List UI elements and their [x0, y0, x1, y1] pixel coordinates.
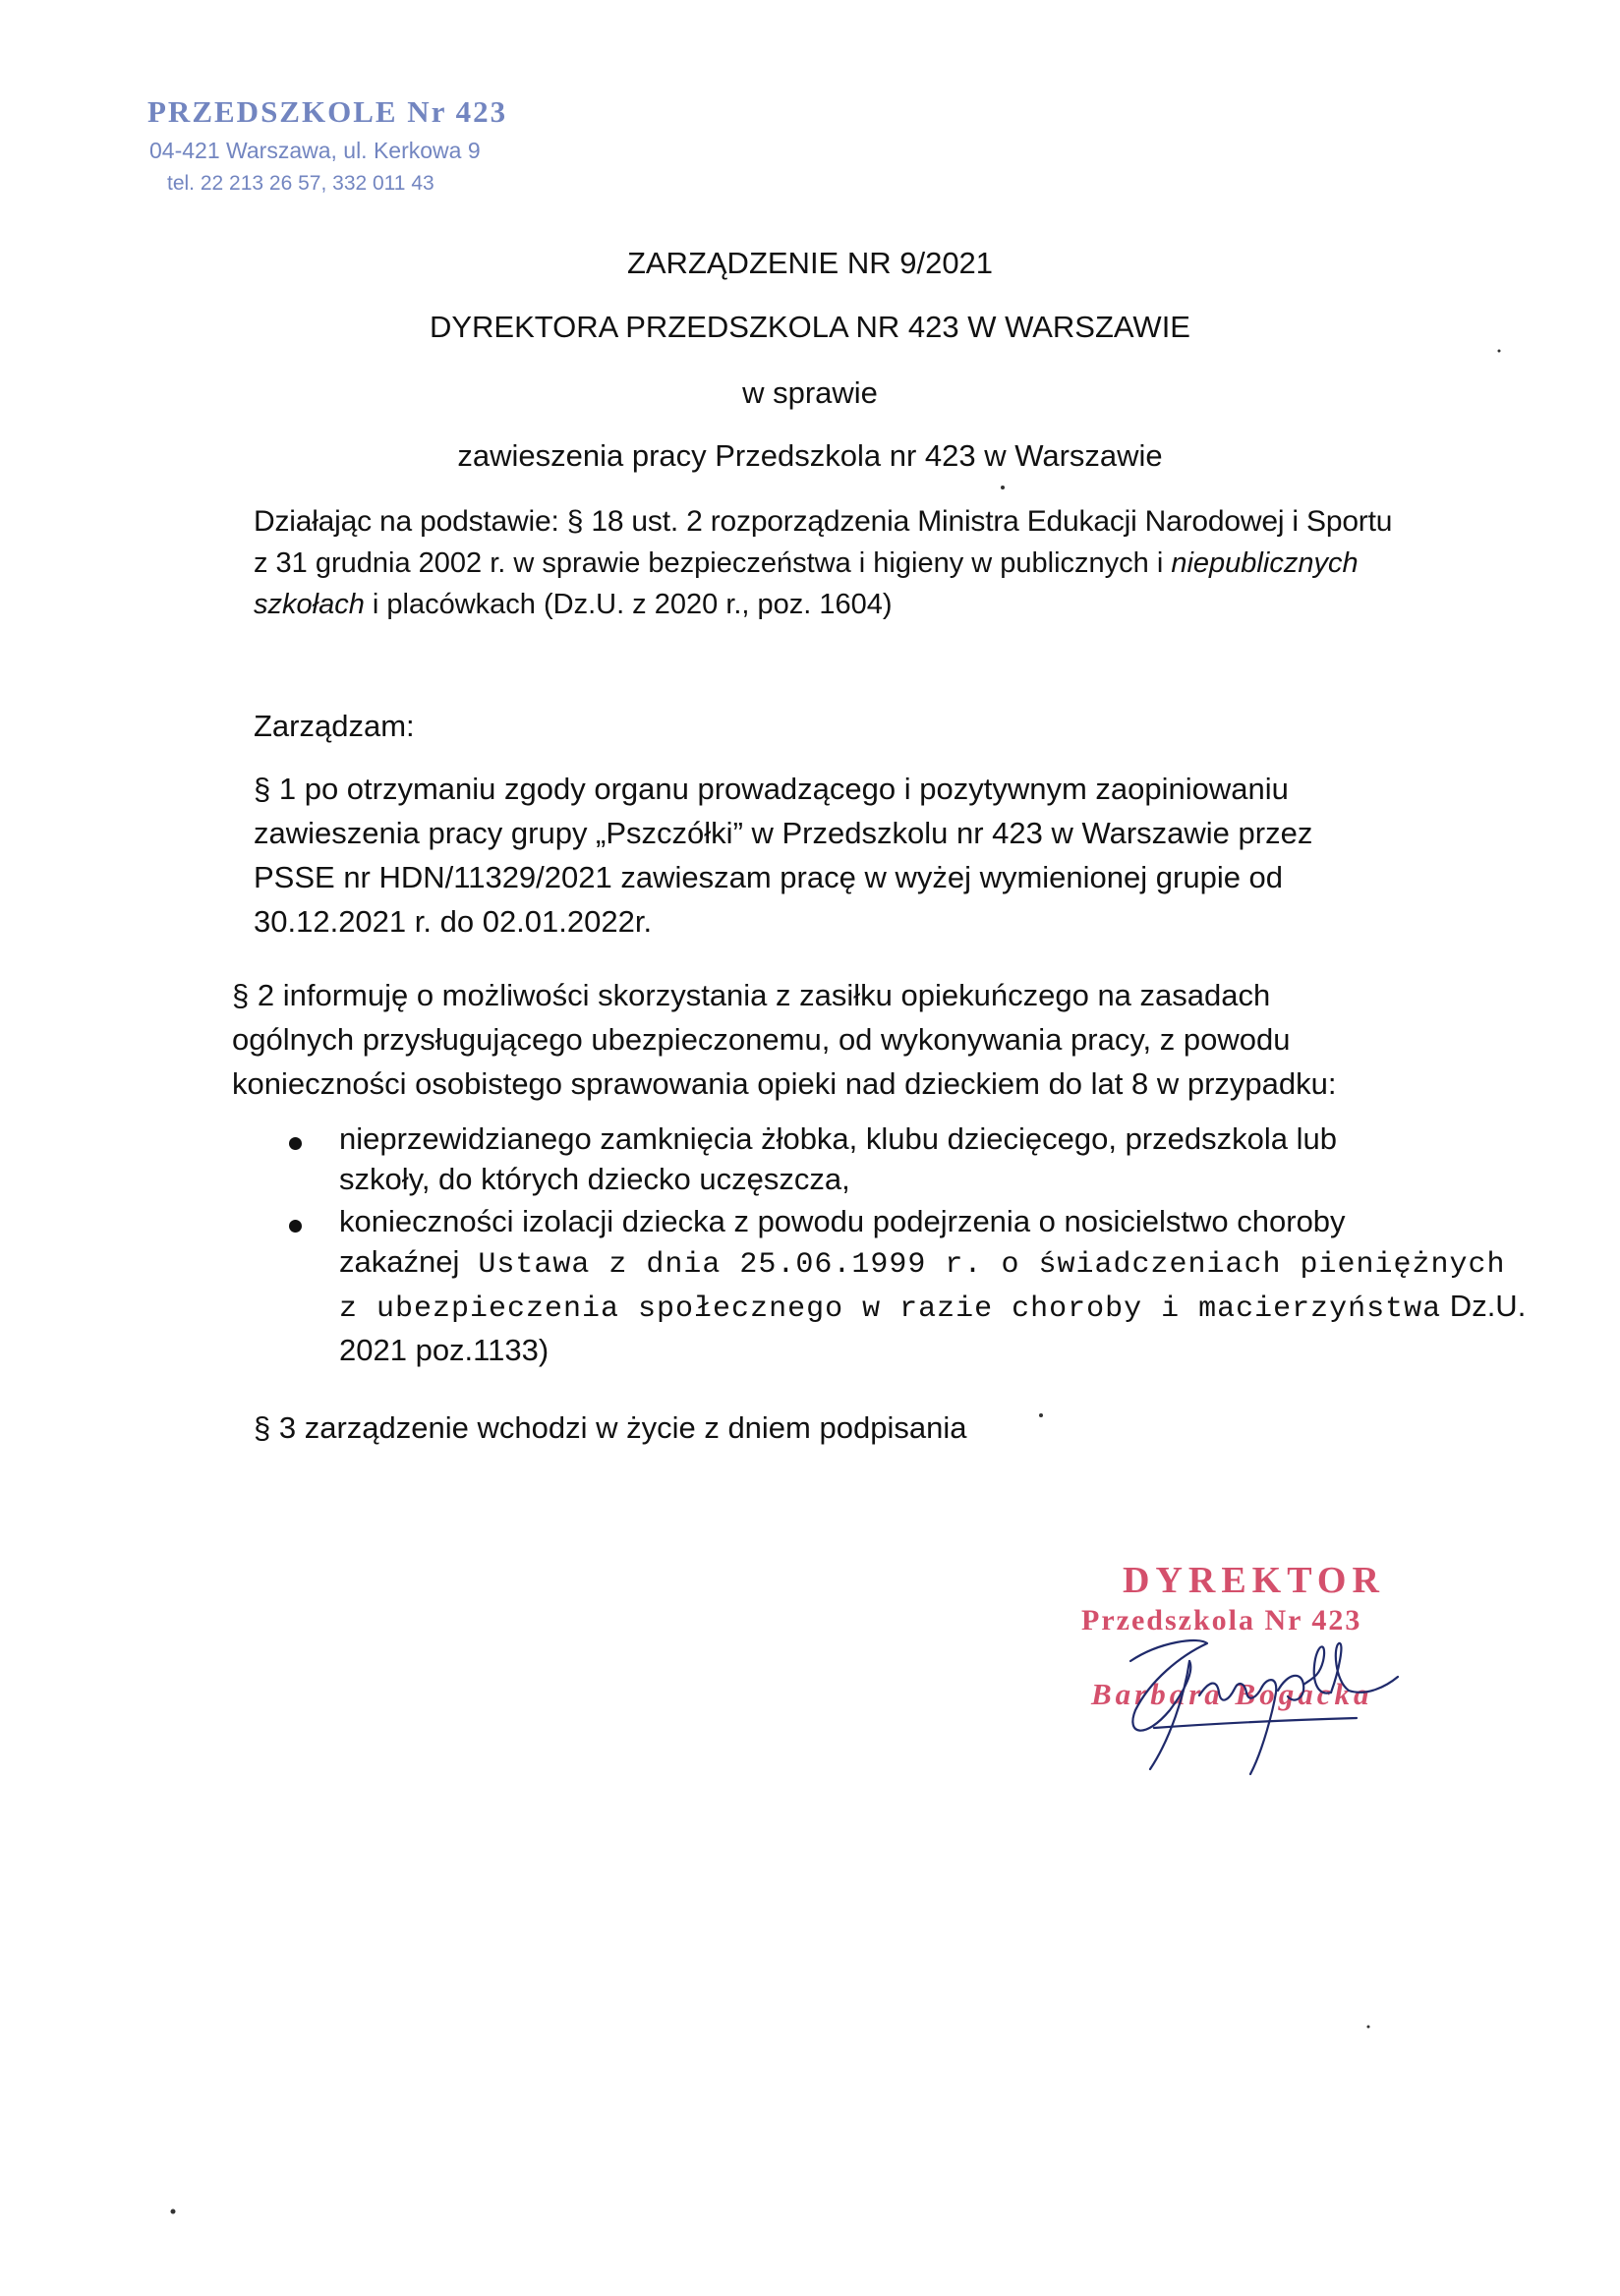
list-item-line: konieczności izolacji dziecka z powodu podejrzenia o nosicielstwo choroby — [339, 1204, 1346, 1238]
section-2-line-1: § 2 informuję o możliwości skorzystania z zasiłku opiekuńczego na zasadach — [232, 978, 1271, 1012]
section-2-line-3: konieczności osobistego sprawowania opieki nad dzieckiem do lat 8 w przypadku: — [232, 1066, 1337, 1101]
legal-basis-line-2-text: z 31 grudnia 2002 r. w sprawie bezpieczeństwa i higieny w publicznych i — [254, 547, 1172, 579]
list-item-text: zakaźnej — [339, 1244, 460, 1279]
document-subject: zawieszenia pracy Przedszkola nr 423 w Warszawie — [457, 438, 1163, 473]
section-1-line-4: 30.12.2021 r. do 02.01.2022r. — [254, 904, 653, 939]
list-item-line: szkoły, do których dziecko uczęszcza, — [339, 1162, 850, 1196]
section-1-line-2: zawieszenia pracy grupy „Pszczółki” w Przedszkolu nr 423 w Warszawie przez — [254, 816, 1313, 850]
section-1-line-3: PSSE nr HDN/11329/2021 zawieszam pracę w wyżej wymienionej grupie od — [254, 860, 1284, 894]
legal-basis-line-1: Działając na podstawie: § 18 ust. 2 rozporządzenia Ministra Edukacji Narodowej i Sportu — [254, 505, 1393, 538]
institution-stamp-address: 04-421 Warszawa, ul. Kerkowa 9 — [149, 138, 481, 163]
document-subject-intro: w sprawie — [742, 375, 878, 410]
document-issuer: DYREKTORA PRZEDSZKOLA NR 423 W WARSZAWIE — [429, 310, 1190, 344]
director-stamp-name: Barbara Bogacka — [1091, 1677, 1373, 1711]
list-item-text-mono: z ubezpieczenia społecznego w razie choroby i macierzyństwa — [339, 1292, 1442, 1326]
document-title: ZARZĄDZENIE NR 9/2021 — [626, 246, 994, 280]
legal-basis-line-3-text: i placówkach (Dz.U. z 2020 r., poz. 1604) — [364, 589, 893, 620]
list-item-line: 2021 poz.1133) — [339, 1333, 550, 1367]
legal-basis-line-2-italic: niepublicznych — [1171, 547, 1359, 579]
section-3: § 3 zarządzenie wchodzi w życie z dniem podpisania — [254, 1410, 967, 1445]
section-1-line-1: § 1 po otrzymaniu zgody organu prowadzącego i pozytywnym zaopiniowaniu — [254, 772, 1289, 806]
list-item-text: Dz.U. — [1441, 1289, 1527, 1323]
section-2-line-2: ogólnych przysługującego ubezpieczonemu, od wykonywania pracy, z powodu — [232, 1022, 1291, 1057]
institution-stamp-name: PRZEDSZKOLE Nr 423 — [147, 94, 508, 129]
director-stamp-institution: Przedszkola Nr 423 — [1081, 1604, 1362, 1636]
director-stamp-title: DYREKTOR — [1123, 1560, 1385, 1601]
institution-stamp-phone: tel. 22 213 26 57, 332 011 43 — [167, 172, 434, 195]
decree-heading: Zarządzam: — [254, 709, 415, 743]
legal-basis-line-3-italic: szkołach — [254, 589, 365, 620]
list-item-text-mono: Ustawa z dnia 25.06.1999 r. o świadczeniach pieniężnych — [459, 1248, 1506, 1282]
list-item-line: nieprzewidzianego zamknięcia żłobka, klubu dziecięcego, przedszkola lub — [339, 1121, 1337, 1156]
